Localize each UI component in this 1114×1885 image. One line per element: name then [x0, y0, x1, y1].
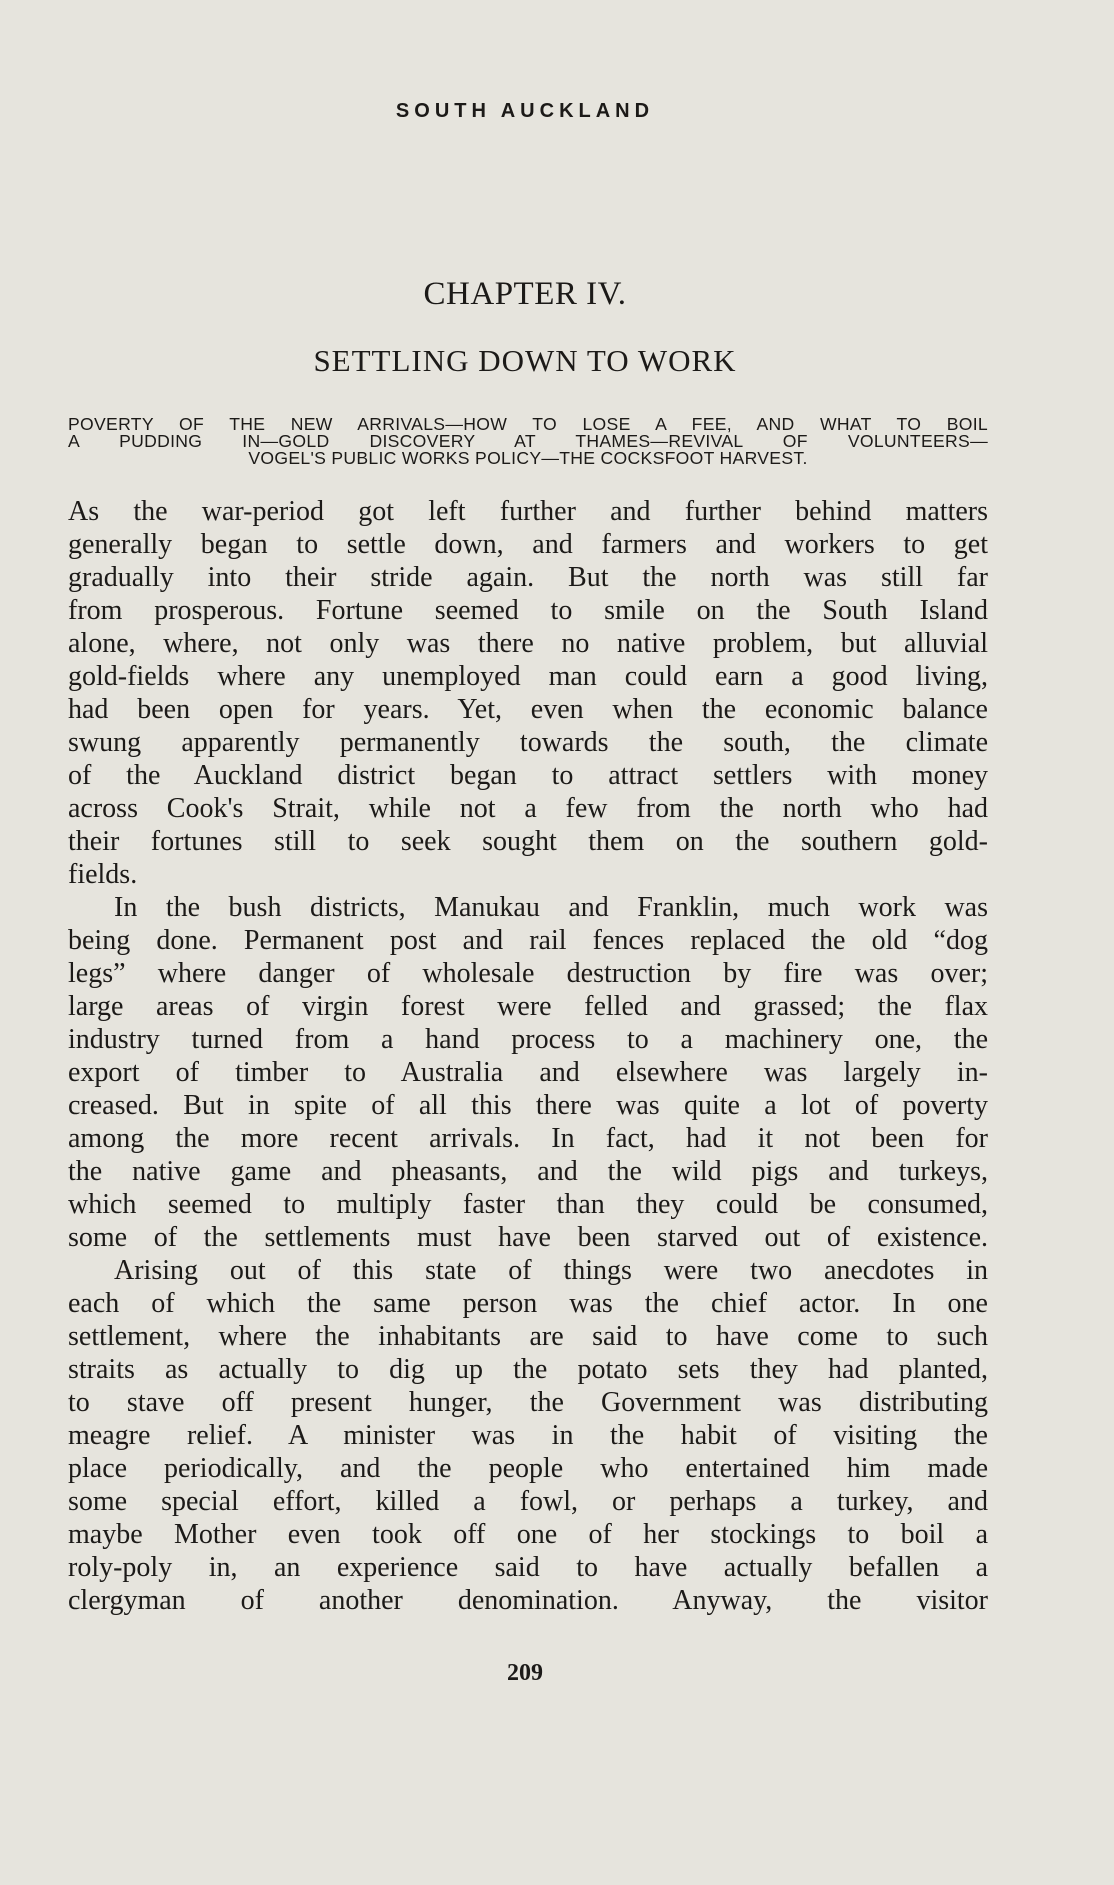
text-line: to stave off present hunger, the Government was distributing [68, 1387, 988, 1418]
text-line: place periodically, and the people who entertained him made [68, 1453, 988, 1484]
text-line: generally began to settle down, and farmers and workers to get [68, 529, 988, 560]
text-line: had been open for years. Yet, even when the economic balance [68, 694, 988, 725]
text-line: among the more recent arrivals. In fact, had it not been for [68, 1123, 988, 1154]
synopsis-line: VOGEL'S PUBLIC WORKS POLICY—THE COCKSFOOT HARVEST. [248, 448, 808, 468]
text-line: industry turned from a hand process to a machinery one, the [68, 1024, 988, 1055]
text-line: export of timber to Australia and elsewhere was largely in- [68, 1057, 988, 1088]
text-line: the native game and pheasants, and the wild pigs and turkeys, [68, 1156, 988, 1187]
text-line: swung apparently permanently towards the south, the climate [68, 727, 988, 758]
text-line: some special effort, killed a fowl, or perhaps a turkey, and [68, 1486, 988, 1517]
text-line: large areas of virgin forest were felled and grassed; the flax [68, 991, 988, 1022]
chapter-number: CHAPTER IV. [423, 276, 627, 312]
text-line: settlement, where the inhabitants are said to have come to such [68, 1321, 988, 1352]
text-line: being done. Permanent post and rail fences replaced the old “dog [68, 925, 988, 956]
text-line: some of the settlements must have been starved out of existence. [68, 1222, 988, 1253]
text-line: creased. But in spite of all this there was quite a lot of poverty [68, 1090, 988, 1121]
synopsis-line: A PUDDING IN—GOLD DISCOVERY AT THAMES—REVIVAL OF VOLUNTEERS— [68, 431, 988, 451]
text-line: maybe Mother even took off one of her stockings to boil a [68, 1519, 988, 1550]
text-line: straits as actually to dig up the potato sets they had planted, [68, 1354, 988, 1385]
text-line: clergyman of another denomination. Anyway, the visitor [68, 1585, 988, 1616]
text-line: of the Auckland district began to attract settlers with money [68, 760, 988, 791]
text-line: legs” where danger of wholesale destruction by fire was over; [68, 958, 988, 989]
text-line: meagre relief. A minister was in the habit of visiting the [68, 1420, 988, 1451]
text-line: roly-poly in, an experience said to have actually befallen a [68, 1552, 988, 1583]
chapter-title: SETTLING DOWN TO WORK [313, 343, 737, 378]
body-text [68, 495, 988, 1617]
text-line: Arising out of this state of things were two anecdotes in [114, 1255, 988, 1286]
text-line: gold-fields where any unemployed man could earn a good living, [68, 661, 988, 692]
text-line: In the bush districts, Manukau and Franklin, much work was [114, 892, 988, 923]
page-number: 209 [507, 1660, 543, 1686]
text-line: gradually into their stride again. But the north was still far [68, 562, 988, 593]
text-line: fields. [68, 859, 138, 890]
synopsis-line: POVERTY OF THE NEW ARRIVALS—HOW TO LOSE A FEE, AND WHAT TO BOIL [68, 414, 988, 434]
text-line: which seemed to multiply faster than they could be consumed, [68, 1189, 988, 1220]
text-line: their fortunes still to seek sought them on the southern gold- [68, 826, 988, 857]
text-line: across Cook's Strait, while not a few from the north who had [68, 793, 988, 824]
text-line: As the war-period got left further and further behind matters [68, 496, 988, 527]
text-line: each of which the same person was the chief actor. In one [68, 1288, 988, 1319]
running-head: SOUTH AUCKLAND [395, 100, 655, 122]
chapter-synopsis [68, 416, 988, 467]
text-line: alone, where, not only was there no native problem, but alluvial [68, 628, 988, 659]
text-line: from prosperous. Fortune seemed to smile on the South Island [68, 595, 988, 626]
